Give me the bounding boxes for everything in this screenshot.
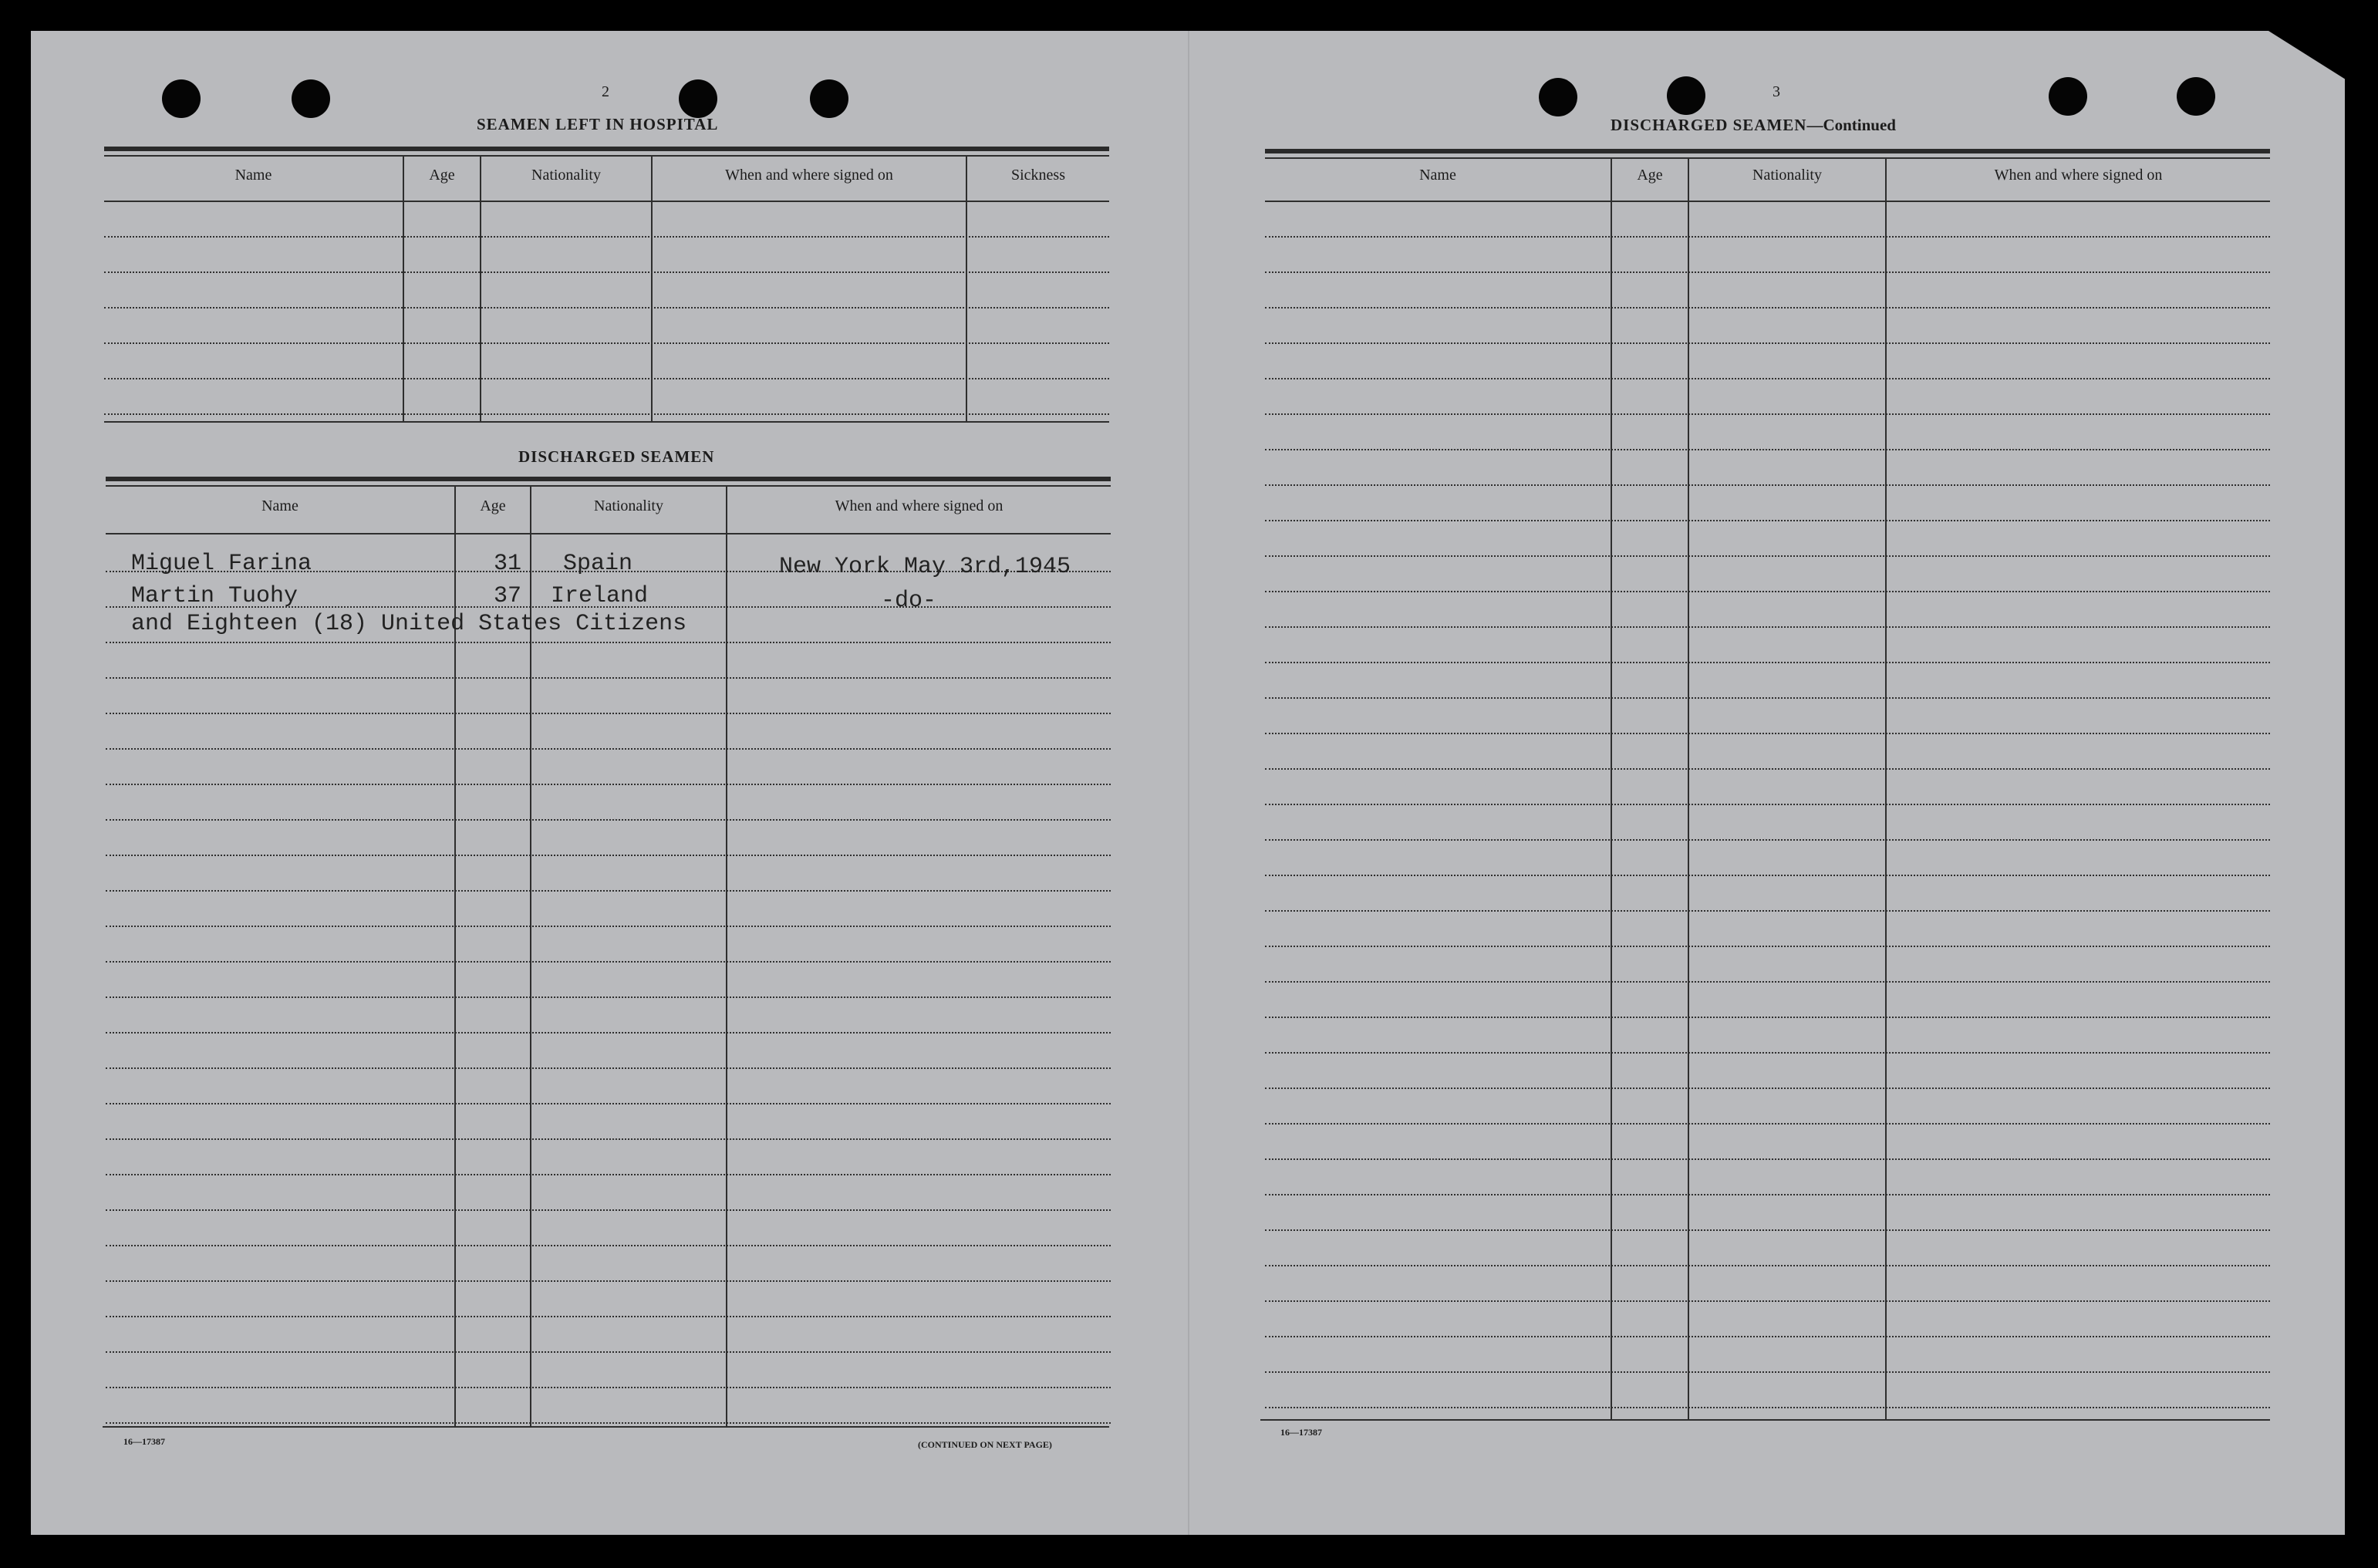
seaman-name: Martin Tuohy bbox=[131, 583, 299, 609]
ruled-line bbox=[106, 1245, 1111, 1246]
column-divider bbox=[403, 155, 404, 423]
ruled-line bbox=[104, 236, 1109, 238]
ruled-line bbox=[104, 307, 1109, 309]
ruled-line bbox=[1265, 378, 2270, 379]
rule bbox=[104, 147, 1109, 151]
page-number: 3 bbox=[1773, 83, 1780, 100]
seaman-signed-on: -do- bbox=[881, 588, 937, 614]
ruled-line bbox=[1265, 839, 2270, 841]
rule bbox=[1265, 157, 2270, 159]
col-nationality: Nationality bbox=[1752, 167, 1822, 184]
ruled-line bbox=[106, 1067, 1111, 1069]
column-divider bbox=[1611, 157, 1612, 1421]
punch-hole bbox=[162, 79, 201, 118]
punch-hole bbox=[679, 79, 717, 118]
seaman-signed-on: New York May 3rd,1945 bbox=[779, 554, 1071, 580]
ruled-line bbox=[106, 1103, 1111, 1104]
ruled-line bbox=[1265, 1229, 2270, 1231]
seaman-name: Miguel Farina bbox=[131, 551, 312, 577]
ruled-line bbox=[1265, 804, 2270, 805]
ruled-line bbox=[1265, 1087, 2270, 1089]
rule bbox=[104, 201, 1109, 202]
ruled-line bbox=[106, 1422, 1111, 1424]
discharged-col-signed-on: When and where signed on bbox=[835, 497, 1003, 514]
punch-hole bbox=[2177, 77, 2215, 116]
continued-note: (CONTINUED ON NEXT PAGE) bbox=[918, 1439, 1052, 1450]
form-number: 16—17387 bbox=[1280, 1427, 1322, 1438]
ruled-line bbox=[106, 1351, 1111, 1353]
punch-hole bbox=[2049, 77, 2087, 116]
seaman-nationality: Ireland bbox=[551, 583, 649, 609]
punch-hole bbox=[292, 79, 330, 118]
ruled-line bbox=[1265, 1052, 2270, 1054]
punch-hole bbox=[810, 79, 848, 118]
discharged-section-title: DISCHARGED SEAMEN bbox=[518, 447, 715, 466]
page-fold bbox=[1188, 31, 1189, 1535]
rule bbox=[104, 155, 1109, 157]
rule bbox=[1265, 149, 2270, 153]
ruled-line bbox=[106, 961, 1111, 963]
ruled-line bbox=[1265, 1123, 2270, 1125]
ruled-line bbox=[1265, 1407, 2270, 1408]
ruled-line bbox=[106, 1316, 1111, 1317]
ruled-line bbox=[104, 271, 1109, 273]
ruled-line bbox=[106, 1174, 1111, 1175]
ruled-line bbox=[1265, 413, 2270, 415]
rule bbox=[103, 1426, 1109, 1428]
ruled-line bbox=[1265, 1194, 2270, 1195]
ruled-line bbox=[1265, 236, 2270, 238]
ruled-line bbox=[106, 855, 1111, 856]
ruled-line bbox=[1265, 271, 2270, 273]
ruled-line bbox=[106, 677, 1111, 679]
ruled-line bbox=[106, 784, 1111, 785]
col-age: Age bbox=[1637, 167, 1663, 184]
discharged-col-nationality: Nationality bbox=[594, 497, 663, 514]
rule bbox=[106, 533, 1111, 534]
ruled-line bbox=[106, 713, 1111, 714]
ruled-line bbox=[106, 926, 1111, 927]
ruled-line bbox=[106, 890, 1111, 892]
ruled-line bbox=[1265, 1158, 2270, 1160]
hospital-col-signed-on: When and where signed on bbox=[725, 167, 893, 184]
column-divider bbox=[1688, 157, 1689, 1421]
ruled-line bbox=[1265, 591, 2270, 592]
ruled-line bbox=[106, 1209, 1111, 1211]
ruled-line bbox=[106, 1032, 1111, 1034]
ruled-line bbox=[1265, 342, 2270, 344]
column-divider bbox=[651, 155, 653, 423]
ruled-line bbox=[1265, 1300, 2270, 1302]
ruled-line bbox=[1265, 626, 2270, 628]
punch-hole bbox=[1667, 76, 1705, 115]
punch-hole bbox=[1539, 78, 1577, 116]
ruled-line bbox=[1265, 520, 2270, 521]
ruled-line bbox=[1265, 1336, 2270, 1337]
seaman-age: 37 bbox=[494, 583, 522, 609]
rule bbox=[106, 477, 1111, 481]
hospital-col-age: Age bbox=[429, 167, 455, 184]
column-divider bbox=[1885, 157, 1887, 1421]
title-suffix: —Continued bbox=[1806, 116, 1896, 134]
seaman-age: 31 bbox=[494, 551, 522, 577]
ruled-line bbox=[1265, 662, 2270, 663]
column-divider bbox=[480, 155, 481, 423]
ruled-line bbox=[104, 413, 1109, 415]
ruled-line bbox=[106, 996, 1111, 998]
hospital-section-title: SEAMEN LEFT IN HOSPITAL bbox=[477, 115, 719, 133]
ruled-line bbox=[1265, 946, 2270, 947]
citizens-note: and Eighteen (18) United States Citizens bbox=[131, 611, 687, 637]
ruled-line bbox=[1265, 484, 2270, 486]
ruled-line bbox=[1265, 981, 2270, 983]
ruled-line bbox=[1265, 307, 2270, 309]
rule bbox=[1260, 1419, 2270, 1421]
col-name: Name bbox=[1419, 167, 1456, 184]
ruled-line bbox=[1265, 910, 2270, 912]
ruled-line bbox=[106, 642, 1111, 643]
ruled-line bbox=[106, 819, 1111, 821]
hospital-col-sickness: Sickness bbox=[1011, 167, 1065, 184]
hospital-col-name: Name bbox=[234, 167, 272, 184]
ruled-line bbox=[1265, 555, 2270, 557]
ruled-line bbox=[1265, 1371, 2270, 1373]
rule bbox=[1265, 201, 2270, 202]
discharged-col-name: Name bbox=[261, 497, 299, 514]
form-number: 16—17387 bbox=[123, 1436, 165, 1447]
ruled-line bbox=[106, 1387, 1111, 1388]
ruled-line bbox=[1265, 1017, 2270, 1018]
rule bbox=[104, 421, 1109, 423]
ruled-line bbox=[106, 1138, 1111, 1140]
ruled-line bbox=[106, 748, 1111, 750]
col-signed-on: When and where signed on bbox=[1994, 167, 2163, 184]
ruled-line bbox=[106, 1280, 1111, 1282]
ruled-line bbox=[1265, 733, 2270, 734]
column-divider bbox=[966, 155, 967, 423]
ruled-line bbox=[104, 342, 1109, 344]
discharged-col-age: Age bbox=[480, 497, 506, 514]
ruled-line bbox=[1265, 1265, 2270, 1266]
ruled-line bbox=[1265, 697, 2270, 699]
ruled-line bbox=[104, 378, 1109, 379]
seaman-nationality: Spain bbox=[563, 551, 633, 577]
hospital-col-nationality: Nationality bbox=[531, 167, 601, 184]
ruled-line bbox=[1265, 449, 2270, 450]
title-main: DISCHARGED SEAMEN bbox=[1611, 116, 1807, 134]
column-divider bbox=[726, 485, 727, 1428]
rule bbox=[106, 485, 1111, 487]
ruled-line bbox=[1265, 768, 2270, 770]
page-number: 2 bbox=[602, 83, 609, 100]
continued-section-title bbox=[1611, 116, 1896, 135]
ruled-line bbox=[1265, 875, 2270, 876]
